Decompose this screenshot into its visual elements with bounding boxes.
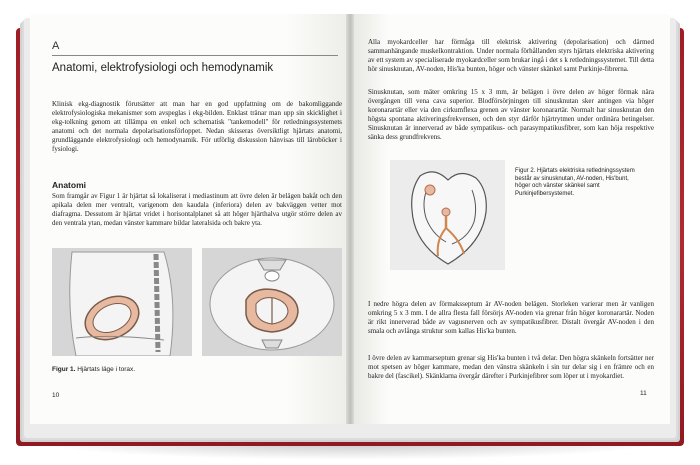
anatomy-paragraph: Som framgår av Figur 1 är hjärtat så lokaliserat i mediastinum att övre delen är belägen bakåt och den apikala delen mer ventralt, varigenom den kaudala (inferiora) delen av bakväggen vetter mot diafragma. Dessutom är hjärtat vridet i horisontalplanet så att höger hjärthalva utgör större delen av den ventrala ytan, medan vänster kammare bildar lateralsida och bakre yta. (52, 192, 342, 227)
section-letter: A (52, 40, 60, 52)
figure-1 (52, 248, 342, 356)
intro-paragraph: Klinisk ekg-diagnostik förutsätter att man har en god uppfattning om de bakomliggande elektrofysiologiska mekanismer som avspeglas i ekg-bilden. Enklast tränar man upp sin skicklighet i ekg-tolkning genom att tillämpa en enkel och schematisk "tankemodell" för retledningssystemets anatomi och det normala depolarisationsförloppet. Nedan skisseras översiktligt hjärtats anatomi, grundläggande elektrofysiologi och hemodynamik. För utförlig diskussion hänvisas till läroböcker i fysiologi. (52, 100, 342, 153)
figure-1-transverse-panel (202, 248, 342, 356)
figure-1-caption-label: Figur 1. (52, 366, 76, 373)
paragraph-his-bunten: I övre delen av kammarseptum grenar sig His'ka bunten i två delar. Den högra skänkeln fortsätter ner mot spetsen av höger kammare, medan den vänstra skänkeln i sin tur delar sig i en främre och en bakre del (fascikel). Skänklarna övergår därefter i Purkinjefibrer som löper ut i myokardiet. (368, 354, 654, 380)
paragraph-av-noden: I nedre högra delen av förmaksseptum är AV-noden belägen. Storleken varierar men är vanligen omkring 5 x 3 mm. I de allra flesta fall försörjs AV-noden via grenar från höger koronarartär. Noden är rikt innerverad både av vagusnerven och av sympatikusfibrer. Distalt övergår AV-noden i den smala och avlånga struktur som kallas His'ka bunten. (368, 300, 654, 335)
left-page (30, 14, 350, 424)
figure-1-sagittal-panel (52, 248, 192, 356)
title-rule (52, 55, 338, 56)
figure-1-caption-text: Hjärtats läge i torax. (77, 366, 136, 373)
chapter-title: Anatomi, elektrofysiologi och hemodynamik (52, 62, 274, 74)
transverse-thorax-illustration (202, 248, 342, 356)
right-page (350, 14, 670, 424)
paragraph-myokard: Alla myokardceller har förmåga till elektrisk aktivering (depolarisation) och därmed sammanhängande muskelkontraktion. Under normala förhållanden styrs hjärtats elektriska aktivering av ett system av specialiserade myokardceller som brukar ingå i det s k retledningssystemet. Till detta hör sinusknutan, AV-noden, His'ka bunten, höger och vänster skänkel samt Purkinje-fibrerna. (368, 38, 654, 73)
figure-2-caption: Figur 2. Hjärtats elektriska retledningssystem består av sinusknutan, AV-noden, His'bunt, höger och vänster skänkel samt Purkinjefibersystemet. (515, 168, 635, 197)
book-spine-gutter (346, 14, 354, 424)
paragraph-sinusknutan: Sinusknutan, som mäter omkring 15 x 3 mm, är belägen i övre delen av höger förmak nära övergången till vena cava superior. Blodförsörjningen till sinusknutan sker antingen via höger koronarartär eller via den cirkumflexa grenen av vänster koronarartär. Normalt har sinusknutan den högsta spontana aktiveringsfrekvensen, och den styr därför hjärtrytmen under ordinära betingelser. Sinusknutan är innerverad av både sympatikus- och parasympatikusfibrer, som kan höja respektive sänka dess grundfrekvens. (368, 88, 654, 141)
figure-2 (390, 160, 505, 270)
page-number-left: 10 (52, 392, 60, 399)
subheading-anatomi: Anatomi (52, 180, 86, 190)
sagittal-thorax-illustration (52, 248, 192, 356)
figure-1-caption (52, 366, 135, 373)
page-number-right: 11 (640, 390, 647, 397)
heart-conduction-illustration (390, 160, 505, 270)
